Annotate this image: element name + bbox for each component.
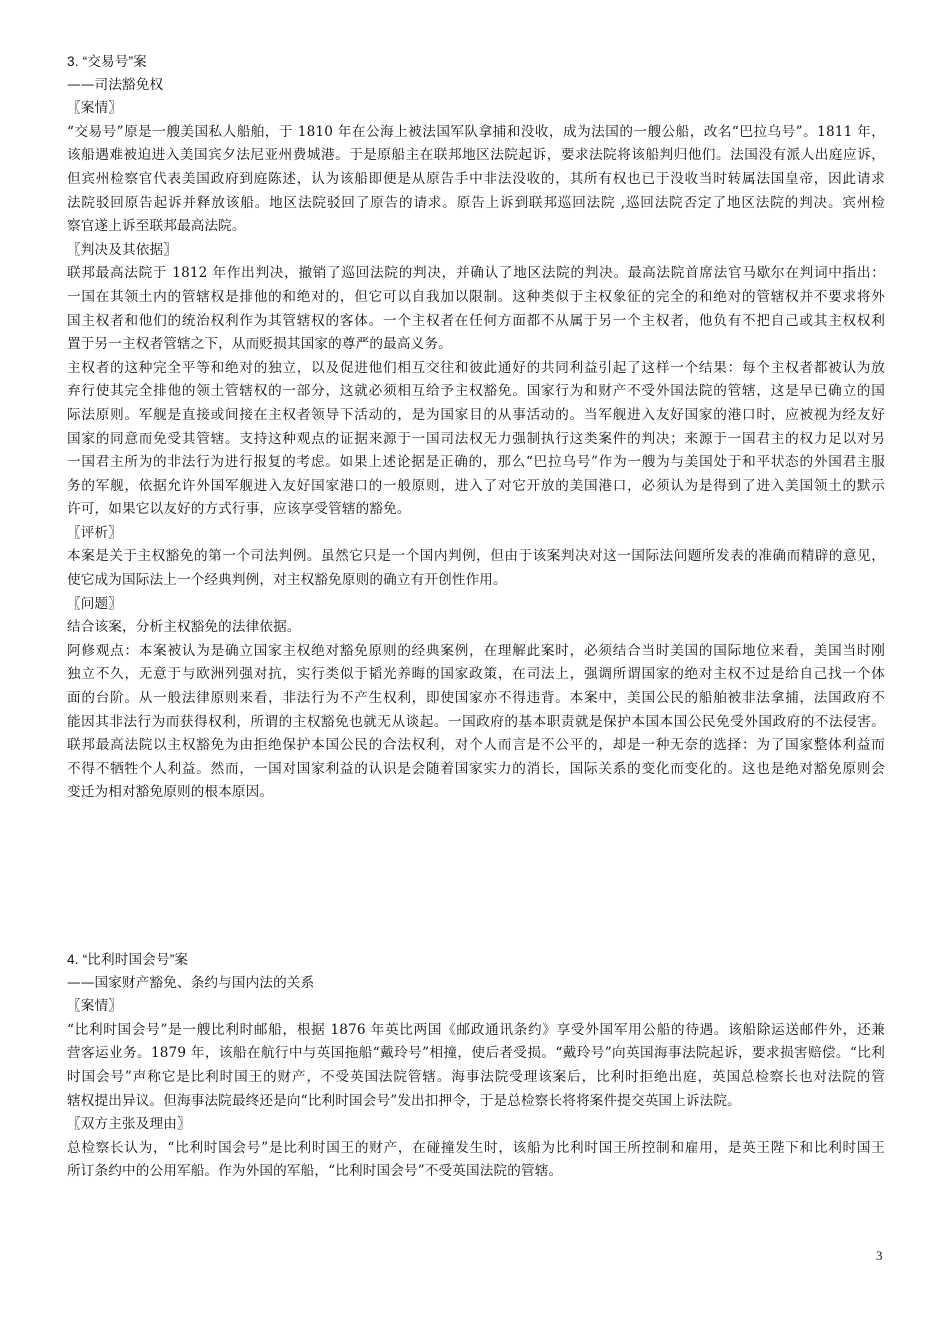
text-line: 阿修观点：本案被认为是确立国家主权绝对豁免原则的经典案例，在理解此案时，必须结合当时美国的国际地位来看，美国当时刚 bbox=[67, 642, 885, 659]
case-3-judgment-heading: 〖判决及其依据〗 bbox=[67, 241, 177, 258]
page-number: 3 bbox=[876, 1248, 883, 1263]
text-line: 变迁为相对豁免原则的根本原因。 bbox=[67, 784, 274, 801]
text-line: 联邦最高法院以主权豁免为由拒绝保护本国公民的合法权利，对个人而言是不公平的，却是一种无奈的选择：为了国家整体利益而 bbox=[67, 737, 885, 754]
text-line: 一国在其领土内的管辖权是排他的和绝对的，但它可以自我加以限制。这种类似于主权象征的完全的和绝对的管辖权并不要求将外 bbox=[67, 288, 885, 305]
text-line: 所订条约中的公用军船。作为外国的军船，“比利时国会号”不受英国法院的管辖。 bbox=[67, 1163, 563, 1180]
text-line: 该船遇难被迫进入美国宾夕法尼亚州费城港。于是原船主在联邦地区法院起诉，要求法院将该船判归他们。法国没有派人出庭应诉， bbox=[67, 147, 885, 164]
text-line: 法院驳回原告起诉并释放该船。地区法院驳回了原告的请求。原告上诉到联邦巡回法院 ,巡回法院否定了地区法院的判决。宾州检 bbox=[67, 194, 885, 211]
text-line: 营客运业务。1879 年，该船在航行中与英国拖船“戴玲号”相撞，使后者受损。“戴玲号”向英国海事法院起诉，要求损害赔偿。“比利 bbox=[67, 1045, 886, 1062]
text-line: 不得不牺牲个人利益。然而，一国对国家利益的认识是会随着国家实力的消长，国际关系的变化而变化的。这也是绝对豁免原则会 bbox=[67, 760, 885, 777]
case-3-title: 3. “交易号”案 bbox=[67, 54, 147, 69]
case-4-facts-heading: 〖案情〗 bbox=[67, 998, 122, 1015]
text-line: 联邦最高法院于 1812 年作出判决，撤销了巡回法院的判决，并确认了地区法院的判决。最高法院首席法官马歇尔在判词中指出： bbox=[67, 265, 885, 282]
text-line: 但宾州检察官代表美国政府到庭陈述，认为该船即便是从原告手中非法没收的，其所有权也已于没收当时转属法国皇帝，因此请求 bbox=[67, 170, 885, 187]
text-line: 置于另一主权者管辖之下，从而贬损其国家的尊严的最高义务。 bbox=[67, 336, 452, 353]
text-line: “比利时国会号”是一艘比利时邮船，根据 1876 年英比两国《邮政通讯条约》享受外国军用公船的待遇。该船除运送邮件外，还兼 bbox=[67, 1021, 885, 1038]
text-line: 国主权者和他们的统治权利作为其管辖权的客体。一个主权者在任何方面都不从属于另一个主权者，他负有不把自己或其主权权利 bbox=[67, 312, 885, 329]
text-line: 总检察长认为，“比利时国会号”是比利时国王的财产，在碰撞发生时，该船为比利时国王所控制和雇用，是英王陛下和比利时国王 bbox=[67, 1139, 885, 1156]
case-4-section bbox=[67, 948, 885, 1184]
case-4-subtitle: ——国家财产豁免、条约与国内法的关系 bbox=[67, 974, 315, 991]
text-line: 国家的同意而免受其管辖。支持这种观点的证据来源于一国司法权无力强制执行这类案件的判决；来源于一国君主的权力足以对另 bbox=[67, 430, 885, 447]
case-4-positions-heading: 〖双方主张及理由〗 bbox=[67, 1116, 191, 1133]
text-line: 务的军舰，依据允许外国军舰进入友好国家港口的一般原则，进入了对它开放的美国港口，必须认为是得到了进入美国领土的默示 bbox=[67, 477, 885, 494]
case-3-question: 结合该案，分析主权豁免的法律依据。 bbox=[67, 619, 301, 636]
text-line: 辖权提出异议。但海事法院最终还是向“比利时国会号”发出扣押令，于是总检察长将将案件提交英国上诉法院。 bbox=[67, 1092, 741, 1109]
text-line: 际法原则。军舰是直接或间接在主权者领导下活动的，是为国家目的从事活动的。当军舰进入友好国家的港口时，应被视为经友好 bbox=[67, 406, 885, 423]
case-3-facts-heading: 〖案情〗 bbox=[67, 100, 122, 117]
case-3-comment-heading: 〖评析〗 bbox=[67, 524, 122, 541]
case-3-question-heading: 〖问题〗 bbox=[67, 595, 122, 612]
case-3-subtitle: ——司法豁免权 bbox=[67, 76, 164, 93]
text-line: 弃行使其完全排他的领土管辖权的一部分，这就必须相互给予主权豁免。国家行为和财产不受外国法院的管辖，这是早已确立的国 bbox=[67, 383, 885, 400]
document-page bbox=[67, 50, 885, 1184]
case-4-title: 4. “比利时国会号”案 bbox=[67, 952, 189, 967]
text-line: 能因其非法行为而获得权利，所谓的主权豁免也就无从谈起。一国政府的基本职责就是保护本国本国公民免受外国政府的不法侵害。 bbox=[67, 713, 885, 730]
text-line: 许可，如果它以友好的方式行事，应该享受管辖的豁免。 bbox=[67, 501, 411, 518]
text-line: 察官遂上诉至联邦最高法院。 bbox=[67, 218, 246, 235]
text-line: 面的台阶。从一般法律原则来看，非法行为不产生权利，即使国家亦不得违背。本案中，美国公民的船舶被非法拿捕，法国政府不 bbox=[67, 690, 885, 707]
text-line: “交易号”原是一艘美国私人船舶，于 1810 年在公海上被法国军队拿捕和没收，成为法国的一艘公船，改名“巴拉乌号”。1811 年， bbox=[67, 123, 885, 140]
text-line: 本案是关于主权豁免的第一个司法判例。虽然它只是一个国内判例，但由于该案判决对这一国际法问题所发表的准确而精辟的意见， bbox=[67, 548, 885, 565]
section-gap bbox=[67, 805, 885, 948]
text-line: 使它成为国际法上一个经典判例，对主权豁免原则的确立有开创性作用。 bbox=[67, 572, 507, 589]
text-line: 独立不久，无意于与欧洲列强对抗，实行类似于韬光养晦的国家政策，在司法上，强调所谓国家的绝对主权不过是给自己找一个体 bbox=[67, 666, 885, 683]
text-line: 主权者的这种完全平等和绝对的独立，以及促进他们相互交往和彼此通好的共同利益引起了这样一个结果：每个主权者都被认为放 bbox=[67, 359, 885, 376]
case-3-section bbox=[67, 50, 885, 805]
text-line: 一国君主所为的非法行为进行报复的考虑。如果上述论据是正确的，那么“巴拉乌号”作为一艘为与美国处于和平状态的外国君主服 bbox=[67, 454, 885, 471]
text-line: 时国会号”声称它是比利时国王的财产，不受英国法院管辖。海事法院受理该案后，比利时拒绝出庭，英国总检察长也对法院的管 bbox=[67, 1068, 885, 1085]
